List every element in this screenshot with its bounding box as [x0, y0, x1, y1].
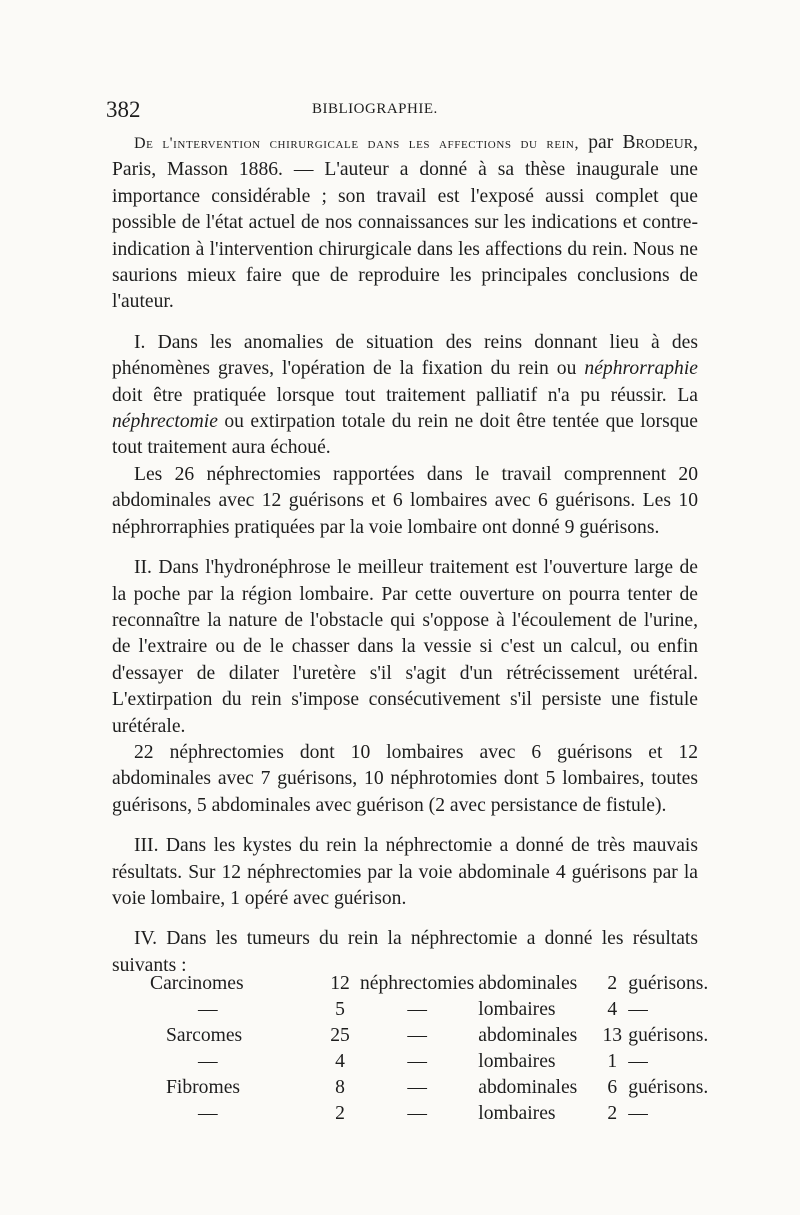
table-cell: 4	[607, 999, 618, 1020]
table-cell: 1	[607, 1051, 618, 1072]
table-cell: lombaires	[478, 1103, 556, 1124]
table-row	[150, 997, 728, 1023]
term-nephrorraphie: néphrorraphie	[584, 358, 698, 380]
section-1-text-c: ou extirpation totale du rein ne doit être tentée que lorsque tout traitement aura échoué.	[112, 411, 698, 459]
review-text	[112, 130, 698, 979]
table-row	[150, 1023, 728, 1049]
table-cell: 5	[335, 999, 345, 1020]
section-1-text-a: I. Dans les anomalies de situation des reins donnant lieu à des phénomènes graves, l'opération de la fixation du rein ou	[112, 331, 698, 380]
table-cell: 12	[330, 973, 350, 994]
section-2-paragraph: II. Dans l'hydronéphrose le meilleur traitement est l'ouverture large de la poche par la région lombaire. Par cette ouverture on pourra tenter de reconnaître la nature de l'obstacle qui s'oppose à l'écoulement de l'urine, de l'extraire ou de le chasser dans la vessie si c'est un calcul, ou enfin d'essayer de dilater l'uretère s'il s'agit d'un rétrécissement urétéral. L'extirpation du rein s'impose consécutivement s'il persiste une fistule urétérale.	[112, 557, 698, 737]
table-cell: 2	[607, 973, 618, 994]
table-cell: 2	[607, 1103, 618, 1124]
table-cell: lombaires	[478, 1051, 556, 1072]
table-cell: 6	[607, 1077, 618, 1098]
par-word: par	[588, 132, 614, 153]
section-2-stats: 22 néphrectomies dont 10 lombaires avec 6 guérisons et 12 abdominales avec 7 guérisons, 10 néphrotomies dont 5 lombaires, toutes guérisons, 5 abdominales avec guérison (2 avec persistance de fistule).	[112, 741, 698, 816]
section-1-stats: Les 26 néphrectomies rapportées dans le travail comprennent 20 abdominales avec 12 guérisons et 6 lombaires avec 6 guérisons. Les 10 néphrorraphies pratiquées par la voie lombaire ont donné 9 guérisons.	[112, 463, 698, 538]
tumour-results-table	[150, 971, 728, 1127]
table-cell: —	[628, 1103, 648, 1124]
table-cell: guérisons.	[628, 1025, 709, 1046]
table-cell: guérisons.	[628, 1077, 709, 1098]
section-1-paragraph	[112, 330, 698, 462]
table-cell: —	[628, 999, 648, 1020]
table-cell: abdominales	[478, 973, 578, 994]
table-cell: —	[407, 1077, 427, 1098]
book-title: De l'intervention chirurgicale dans les affections du rein,	[134, 135, 580, 152]
table-cell: Carcinomes	[150, 973, 244, 994]
table-cell: guérisons.	[628, 973, 709, 994]
table-cell: —	[198, 999, 218, 1020]
table-row	[150, 971, 728, 997]
table-cell: abdominales	[478, 1025, 578, 1046]
table-cell: —	[628, 1051, 648, 1072]
table-row	[150, 1075, 728, 1101]
page-number: 382	[106, 97, 141, 122]
author-name: Brodeur	[622, 132, 694, 153]
table-cell: —	[407, 1051, 427, 1072]
table-cell: néphrectomies	[360, 973, 475, 994]
section-4-paragraph: IV. Dans les tumeurs du rein la néphrectomie a donné les résultats suivants :	[112, 928, 698, 976]
table-cell: —	[198, 1103, 218, 1124]
term-nephrectomie: néphrectomie	[112, 411, 218, 433]
running-title: BIBLIOGRAPHIE.	[312, 101, 438, 117]
table-cell: lombaires	[478, 999, 556, 1020]
table-row	[150, 1049, 728, 1075]
table-cell: —	[407, 1025, 427, 1046]
section-3-paragraph: III. Dans les kystes du rein la néphrectomie a donné de très mauvais résultats. Sur 12 néphrectomies par la voie abdominale 4 guérisons par la voie lombaire, 1 opéré avec guérison.	[112, 835, 698, 909]
table-cell: —	[407, 1103, 427, 1124]
table-cell: —	[198, 1051, 218, 1072]
table-cell: 25	[330, 1025, 350, 1046]
table-cell: abdominales	[478, 1077, 578, 1098]
review-intro	[112, 130, 698, 316]
table-cell: Fibromes	[166, 1077, 241, 1098]
table-row	[150, 1101, 728, 1127]
intro-text: , Paris, Masson 1886. — L'auteur a donné à sa thèse inaugurale une importance considérable ; son travail est l'exposé aussi complet que possible de l'état actuel de nos connaissances sur les indications et contre-indication à l'intervention chirurgicale dans les affections du rein. Nous ne saurions mieux faire que de reproduire les principales conclusions de l'auteur.	[112, 132, 698, 313]
table-cell: 13	[602, 1025, 623, 1046]
table-cell: Sarcomes	[166, 1025, 243, 1046]
table-cell: 8	[335, 1077, 345, 1098]
table-cell: —	[407, 999, 427, 1020]
table-cell: 2	[335, 1103, 345, 1124]
page-header	[106, 97, 696, 127]
section-1-text-b: doit être pratiquée lorsque tout traitement palliatif n'a pu réussir. La	[112, 384, 698, 406]
table-cell: 4	[335, 1051, 345, 1072]
